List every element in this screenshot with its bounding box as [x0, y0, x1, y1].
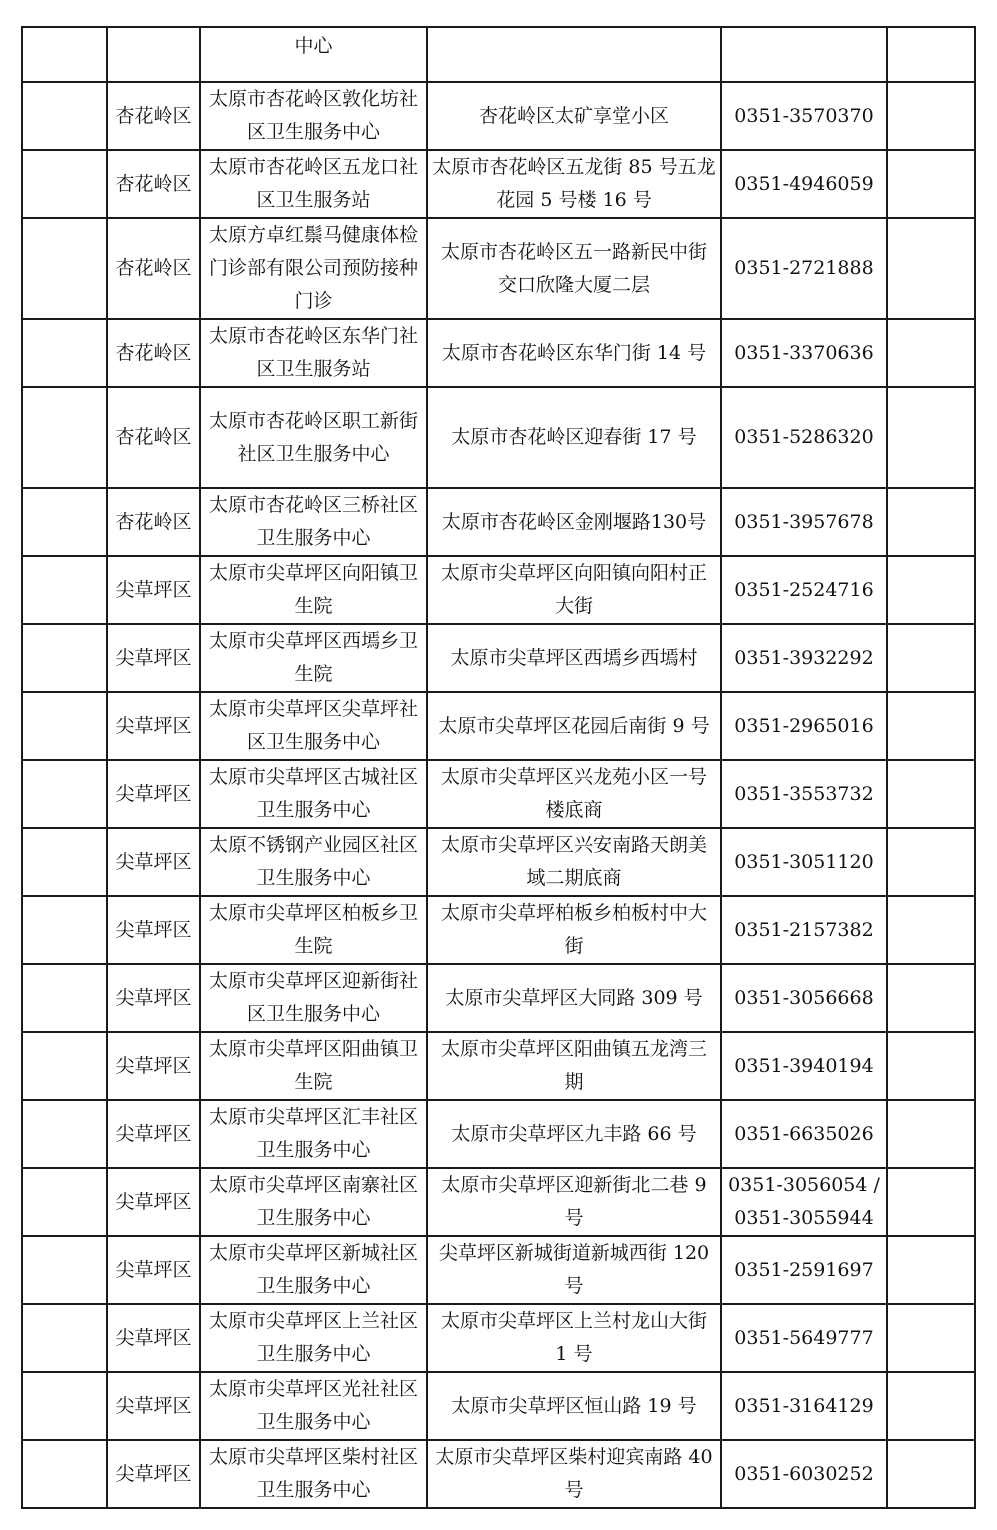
district-cell: 尖草坪区 — [107, 964, 200, 1032]
row-index-cell — [22, 1440, 107, 1508]
address-cell: 太原市杏花岭区五龙街 85 号五龙花园 5 号楼 16 号 — [427, 150, 721, 218]
table-row — [22, 896, 975, 964]
note-cell — [887, 1032, 975, 1100]
table-row — [22, 1304, 975, 1372]
table-row — [22, 692, 975, 760]
address-cell: 太原市杏花岭区金刚堰路130号 — [427, 488, 721, 556]
clinic-name-cell: 太原市尖草坪区柴村社区卫生服务中心 — [200, 1440, 427, 1508]
row-index-cell — [22, 692, 107, 760]
row-index-cell — [22, 964, 107, 1032]
row-index-cell — [22, 488, 107, 556]
address-cell: 太原市杏花岭区五一路新民中街交口欣隆大厦二层 — [427, 218, 721, 319]
address-cell: 太原市尖草坪区西墕乡西墕村 — [427, 624, 721, 692]
phone-cell: 0351-5649777 — [721, 1304, 887, 1372]
address-cell: 太原市尖草坪区花园后南街 9 号 — [427, 692, 721, 760]
clinic-name-cell: 太原市尖草坪区光社社区卫生服务中心 — [200, 1372, 427, 1440]
row-index-cell — [22, 1100, 107, 1168]
district-cell: 尖草坪区 — [107, 1236, 200, 1304]
clinic-table — [21, 26, 976, 1509]
phone-cell: 0351-3056668 — [721, 964, 887, 1032]
clinic-name-cell: 太原市杏花岭区五龙口社区卫生服务站 — [200, 150, 427, 218]
clinic-name-cell: 太原市尖草坪区上兰社区卫生服务中心 — [200, 1304, 427, 1372]
row-index-cell — [22, 556, 107, 624]
row-index-cell — [22, 82, 107, 150]
clinic-name-cell: 中心 — [200, 27, 427, 82]
phone-cell: 0351-5286320 — [721, 387, 887, 488]
address-cell: 太原市尖草坪区上兰村龙山大街 1 号 — [427, 1304, 721, 1372]
district-cell: 杏花岭区 — [107, 82, 200, 150]
table-row — [22, 319, 975, 387]
district-cell: 杏花岭区 — [107, 319, 200, 387]
address-cell: 太原市尖草坪区阳曲镇五龙湾三期 — [427, 1032, 721, 1100]
table-row — [22, 150, 975, 218]
district-cell: 尖草坪区 — [107, 1440, 200, 1508]
address-cell: 太原市尖草坪区向阳镇向阳村正大街 — [427, 556, 721, 624]
clinic-name-cell: 太原市尖草坪区柏板乡卫生院 — [200, 896, 427, 964]
district-cell: 尖草坪区 — [107, 828, 200, 896]
address-cell: 尖草坪区新城街道新城西街 120 号 — [427, 1236, 721, 1304]
phone-cell: 0351-6635026 — [721, 1100, 887, 1168]
note-cell — [887, 150, 975, 218]
district-cell: 尖草坪区 — [107, 1032, 200, 1100]
clinic-name-cell: 太原市杏花岭区东华门社区卫生服务站 — [200, 319, 427, 387]
district-cell: 杏花岭区 — [107, 488, 200, 556]
row-index-cell — [22, 1168, 107, 1236]
row-index-cell — [22, 896, 107, 964]
row-index-cell — [22, 319, 107, 387]
row-index-cell — [22, 760, 107, 828]
phone-cell: 0351-2524716 — [721, 556, 887, 624]
note-cell — [887, 1304, 975, 1372]
phone-cell: 0351-3940194 — [721, 1032, 887, 1100]
district-cell: 尖草坪区 — [107, 1372, 200, 1440]
note-cell — [887, 896, 975, 964]
table-row — [22, 964, 975, 1032]
district-cell: 尖草坪区 — [107, 556, 200, 624]
district-cell — [107, 27, 200, 82]
row-index-cell — [22, 27, 107, 82]
table-row — [22, 1372, 975, 1440]
table-row — [22, 624, 975, 692]
table-row — [22, 556, 975, 624]
clinic-name-cell: 太原市杏花岭区三桥社区卫生服务中心 — [200, 488, 427, 556]
row-index-cell — [22, 1372, 107, 1440]
note-cell — [887, 319, 975, 387]
table-row — [22, 218, 975, 319]
district-cell: 杏花岭区 — [107, 218, 200, 319]
table-row — [22, 1236, 975, 1304]
address-cell: 太原市尖草坪区兴安南路天朗美域二期底商 — [427, 828, 721, 896]
clinic-name-cell: 太原市杏花岭区职工新街社区卫生服务中心 — [200, 387, 427, 488]
clinic-name-cell: 太原市尖草坪区古城社区卫生服务中心 — [200, 760, 427, 828]
address-cell: 太原市尖草坪区大同路 309 号 — [427, 964, 721, 1032]
phone-cell: 0351-2591697 — [721, 1236, 887, 1304]
table-row — [22, 1168, 975, 1236]
district-cell: 尖草坪区 — [107, 1168, 200, 1236]
row-index-cell — [22, 1032, 107, 1100]
phone-cell: 0351-2721888 — [721, 218, 887, 319]
clinic-name-cell: 太原市尖草坪区新城社区卫生服务中心 — [200, 1236, 427, 1304]
clinic-name-cell: 太原市尖草坪区尖草坪社区卫生服务中心 — [200, 692, 427, 760]
row-index-cell — [22, 1236, 107, 1304]
phone-cell: 0351-2965016 — [721, 692, 887, 760]
district-cell: 尖草坪区 — [107, 692, 200, 760]
note-cell — [887, 82, 975, 150]
phone-cell: 0351-3056054 /0351-3055944 — [721, 1168, 887, 1236]
note-cell — [887, 624, 975, 692]
address-cell: 太原市尖草坪区迎新街北二巷 9 号 — [427, 1168, 721, 1236]
table-row — [22, 760, 975, 828]
district-cell: 尖草坪区 — [107, 1100, 200, 1168]
phone-cell: 0351-3553732 — [721, 760, 887, 828]
clinic-name-cell: 太原市尖草坪区迎新街社区卫生服务中心 — [200, 964, 427, 1032]
table-row — [22, 1100, 975, 1168]
note-cell — [887, 964, 975, 1032]
address-cell: 太原市尖草坪区恒山路 19 号 — [427, 1372, 721, 1440]
row-index-cell — [22, 624, 107, 692]
note-cell — [887, 692, 975, 760]
row-index-cell — [22, 387, 107, 488]
row-index-cell — [22, 150, 107, 218]
table-row — [22, 1440, 975, 1508]
clinic-name-cell: 太原市尖草坪区南寨社区卫生服务中心 — [200, 1168, 427, 1236]
phone-cell: 0351-6030252 — [721, 1440, 887, 1508]
table-row — [22, 82, 975, 150]
note-cell — [887, 1236, 975, 1304]
table-row — [22, 387, 975, 488]
clinic-name-cell: 太原市尖草坪区汇丰社区卫生服务中心 — [200, 1100, 427, 1168]
address-cell: 太原市杏花岭区东华门街 14 号 — [427, 319, 721, 387]
table-row — [22, 1032, 975, 1100]
district-cell: 尖草坪区 — [107, 624, 200, 692]
clinic-name-cell: 太原市尖草坪区阳曲镇卫生院 — [200, 1032, 427, 1100]
note-cell — [887, 760, 975, 828]
phone-cell — [721, 27, 887, 82]
note-cell — [887, 1440, 975, 1508]
row-index-cell — [22, 218, 107, 319]
district-cell: 杏花岭区 — [107, 150, 200, 218]
clinic-name-cell: 太原市尖草坪区西墕乡卫生院 — [200, 624, 427, 692]
phone-cell: 0351-3957678 — [721, 488, 887, 556]
district-cell: 杏花岭区 — [107, 387, 200, 488]
district-cell: 尖草坪区 — [107, 896, 200, 964]
district-cell: 尖草坪区 — [107, 760, 200, 828]
address-cell: 太原市尖草坪区兴龙苑小区一号楼底商 — [427, 760, 721, 828]
clinic-name-cell: 太原不锈钢产业园区社区卫生服务中心 — [200, 828, 427, 896]
clinic-name-cell: 太原方卓红鬃马健康体检门诊部有限公司预防接种门诊 — [200, 218, 427, 319]
note-cell — [887, 218, 975, 319]
address-cell: 太原市尖草坪柏板乡柏板村中大街 — [427, 896, 721, 964]
address-cell: 太原市尖草坪区九丰路 66 号 — [427, 1100, 721, 1168]
phone-cell: 0351-4946059 — [721, 150, 887, 218]
phone-cell: 0351-3051120 — [721, 828, 887, 896]
district-cell: 尖草坪区 — [107, 1304, 200, 1372]
phone-cell: 0351-2157382 — [721, 896, 887, 964]
note-cell — [887, 828, 975, 896]
note-cell — [887, 556, 975, 624]
phone-cell: 0351-3932292 — [721, 624, 887, 692]
note-cell — [887, 1168, 975, 1236]
row-index-cell — [22, 828, 107, 896]
address-cell: 太原市尖草坪区柴村迎宾南路 40 号 — [427, 1440, 721, 1508]
note-cell — [887, 387, 975, 488]
note-cell — [887, 1100, 975, 1168]
table-row — [22, 828, 975, 896]
table-body — [22, 27, 975, 1508]
note-cell — [887, 1372, 975, 1440]
table-row — [22, 27, 975, 82]
clinic-name-cell: 太原市杏花岭区敦化坊社区卫生服务中心 — [200, 82, 427, 150]
phone-cell: 0351-3570370 — [721, 82, 887, 150]
note-cell — [887, 27, 975, 82]
address-cell: 太原市杏花岭区迎春街 17 号 — [427, 387, 721, 488]
note-cell — [887, 488, 975, 556]
address-cell — [427, 27, 721, 82]
table-row — [22, 488, 975, 556]
clinic-name-cell: 太原市尖草坪区向阳镇卫生院 — [200, 556, 427, 624]
phone-cell: 0351-3164129 — [721, 1372, 887, 1440]
row-index-cell — [22, 1304, 107, 1372]
phone-cell: 0351-3370636 — [721, 319, 887, 387]
address-cell: 杏花岭区太矿享堂小区 — [427, 82, 721, 150]
